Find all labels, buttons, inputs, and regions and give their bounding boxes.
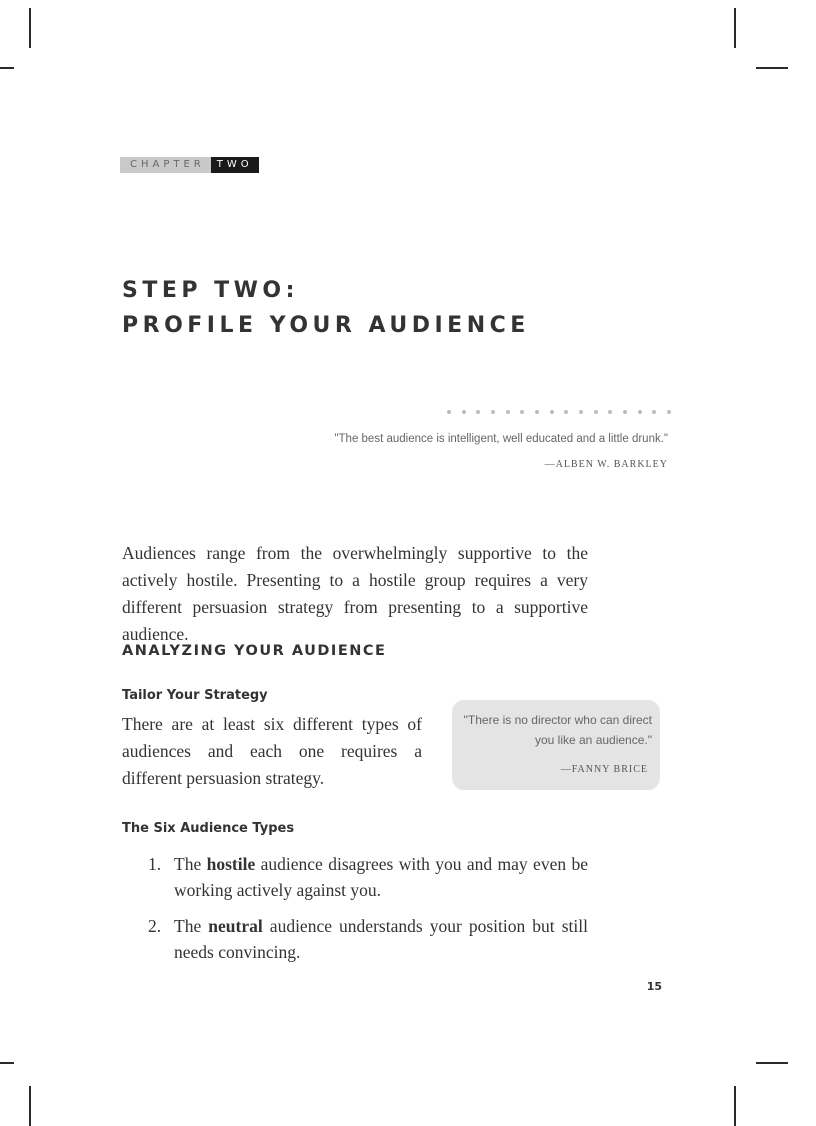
intro-paragraph: Audiences range from the overwhelmingly supportive to the actively hostile. Presenting to a hostile group requires a very different persuasion strategy from presenting to a supportive audience. [122,543,588,644]
dot-rule [447,410,671,418]
chapter-title-line1: STEP TWO: [122,278,299,303]
crop-mark [0,67,14,69]
subsection-heading-tailor: Tailor Your Strategy [122,688,268,703]
epigraph-quote: "The best audience is intelligent, well educated and a little drunk." [334,433,668,445]
chapter-label [120,157,259,173]
page-number: 15 [646,980,662,993]
crop-mark [734,1086,736,1126]
tailor-paragraph: There are at least six different types of audiences and each one requires a different persuasion strategy. [122,714,422,788]
pull-quote-text: "There is no director who can direct you like an audience." [463,713,652,747]
list-item: 1. The hostile audience disagrees with you and may even be working actively against you. [148,854,588,900]
crop-mark [734,8,736,48]
chapter-number: TWO [211,157,259,173]
subsection-heading-types: The Six Audience Types [122,821,295,836]
pull-quote-box [452,700,660,790]
crop-mark [29,1086,31,1126]
section-heading: ANALYZING YOUR AUDIENCE [122,643,387,659]
crop-mark [756,67,788,69]
crop-mark [0,1062,14,1064]
audience-types-list [148,851,588,975]
crop-mark [29,8,31,48]
epigraph-attribution: —ALBEN W. BARKLEY [544,459,668,470]
chapter-title-line2: PROFILE YOUR AUDIENCE [122,313,530,338]
list-item: 2. The neutral audience understands your position but still needs convincing. [148,916,588,962]
pull-quote-attribution: —FANNY BRICE [560,764,648,775]
crop-mark [756,1062,788,1064]
chapter-word: CHAPTER [120,157,211,173]
